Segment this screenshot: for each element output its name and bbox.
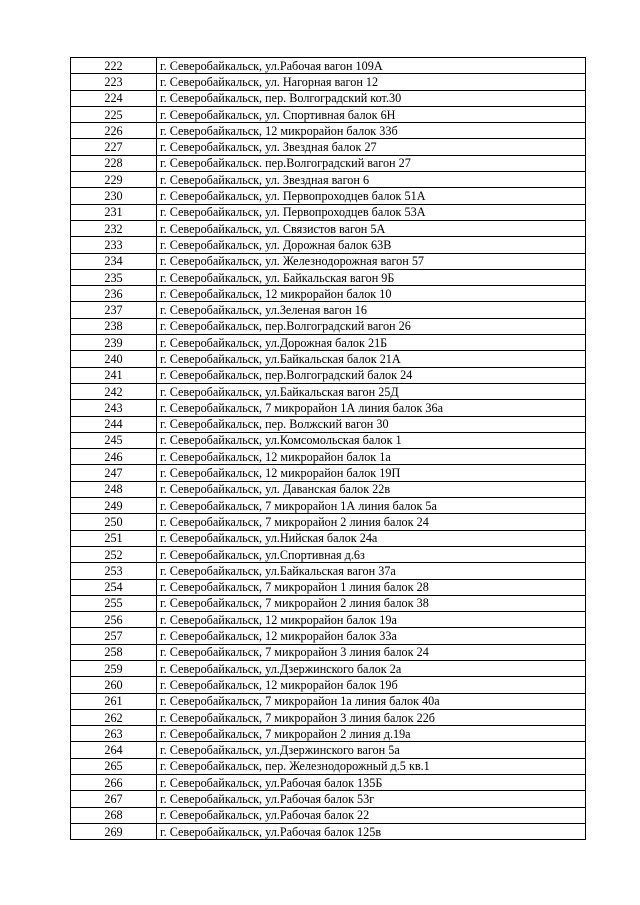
row-number: 255	[71, 595, 157, 611]
row-number: 239	[71, 335, 157, 351]
table-row	[71, 612, 586, 628]
row-number: 258	[71, 644, 157, 660]
row-number: 240	[71, 351, 157, 367]
row-address: г. Северобайкальск, 12 микрорайон балок 33б	[157, 123, 586, 139]
row-address: г. Северобайкальск, ул.Рабочая балок 125в	[157, 823, 586, 839]
table-row	[71, 416, 586, 432]
table-row	[71, 791, 586, 807]
row-number: 224	[71, 90, 157, 106]
table-row	[71, 139, 586, 155]
table-row	[71, 74, 586, 90]
row-address: г. Северобайкальск, ул.Байкальская вагон 25Д	[157, 383, 586, 399]
row-number: 254	[71, 579, 157, 595]
table-row	[71, 677, 586, 693]
row-number: 248	[71, 481, 157, 497]
row-address: г. Северобайкальск, пер.Волгоградский вагон 26	[157, 318, 586, 334]
table-row	[71, 807, 586, 823]
row-number: 259	[71, 660, 157, 676]
row-number: 223	[71, 74, 157, 90]
row-number: 256	[71, 612, 157, 628]
row-address: г. Северобайкальск, 12 микрорайон балок 33а	[157, 628, 586, 644]
row-number: 229	[71, 172, 157, 188]
table-row	[71, 546, 586, 562]
row-number: 226	[71, 123, 157, 139]
row-address: г. Северобайкальск, 7 микрорайон 3 линия балок 24	[157, 644, 586, 660]
row-number: 251	[71, 530, 157, 546]
row-address: г. Северобайкальск, 7 микрорайон 3 линия балок 22б	[157, 709, 586, 725]
row-address: г. Северобайкальск, 12 микрорайон балок 19а	[157, 612, 586, 628]
row-number: 247	[71, 465, 157, 481]
table-row	[71, 709, 586, 725]
row-address: г. Северобайкальск. пер.Волгоградский вагон 27	[157, 155, 586, 171]
row-number: 242	[71, 383, 157, 399]
row-number: 265	[71, 758, 157, 774]
table-row	[71, 823, 586, 839]
row-address: г. Северобайкальск, ул.Зеленая вагон 16	[157, 302, 586, 318]
table-row	[71, 318, 586, 334]
row-number: 241	[71, 367, 157, 383]
row-number: 262	[71, 709, 157, 725]
row-number: 249	[71, 498, 157, 514]
row-address: г. Северобайкальск, 7 микрорайон 2 линия балок 24	[157, 514, 586, 530]
table-row	[71, 90, 586, 106]
row-number: 268	[71, 807, 157, 823]
table-row	[71, 514, 586, 530]
address-table	[70, 57, 586, 840]
row-address: г. Северобайкальск, ул. Звездная балок 27	[157, 139, 586, 155]
table-row	[71, 775, 586, 791]
row-number: 252	[71, 546, 157, 562]
table-row	[71, 579, 586, 595]
row-number: 246	[71, 449, 157, 465]
row-number: 235	[71, 269, 157, 285]
row-address: г. Северобайкальск, 12 микрорайон балок 1а	[157, 449, 586, 465]
table-row	[71, 286, 586, 302]
row-address: г. Северобайкальск, ул.Байкальская балок 21А	[157, 351, 586, 367]
row-number: 267	[71, 791, 157, 807]
row-number: 230	[71, 188, 157, 204]
row-number: 234	[71, 253, 157, 269]
row-address: г. Северобайкальск, пер. Железнодорожный д.5 кв.1	[157, 758, 586, 774]
table-row	[71, 367, 586, 383]
table-row	[71, 188, 586, 204]
row-number: 236	[71, 286, 157, 302]
row-number: 225	[71, 106, 157, 122]
table-row	[71, 269, 586, 285]
table-row	[71, 449, 586, 465]
table-row	[71, 481, 586, 497]
table-row	[71, 595, 586, 611]
row-address: г. Северобайкальск, ул. Звездная вагон 6	[157, 172, 586, 188]
table-row	[71, 123, 586, 139]
row-address: г. Северобайкальск, ул.Байкальская вагон 37а	[157, 563, 586, 579]
row-number: 250	[71, 514, 157, 530]
row-address: г. Северобайкальск, 12 микрорайон балок 10	[157, 286, 586, 302]
row-address: г. Северобайкальск, ул.Дорожная балок 21Б	[157, 335, 586, 351]
row-number: 253	[71, 563, 157, 579]
row-address: г. Северобайкальск, 7 микрорайон 1 линия балок 28	[157, 579, 586, 595]
table-row	[71, 400, 586, 416]
row-number: 222	[71, 58, 157, 74]
row-number: 269	[71, 823, 157, 839]
row-address: г. Северобайкальск, ул.Дзержинского вагон 5а	[157, 742, 586, 758]
table-row	[71, 302, 586, 318]
table-row	[71, 351, 586, 367]
row-address: г. Северобайкальск, ул. Спортивная балок 6Н	[157, 106, 586, 122]
row-address: г. Северобайкальск, ул. Даванская балок 22в	[157, 481, 586, 497]
row-address: г. Северобайкальск, ул. Нагорная вагон 12	[157, 74, 586, 90]
row-number: 227	[71, 139, 157, 155]
table-row	[71, 58, 586, 74]
row-address: г. Северобайкальск, 7 микрорайон 2 линия д.19а	[157, 726, 586, 742]
row-number: 243	[71, 400, 157, 416]
row-address: г. Северобайкальск, ул.Рабочая балок 135Б	[157, 775, 586, 791]
table-row	[71, 172, 586, 188]
row-number: 266	[71, 775, 157, 791]
address-table-body	[71, 58, 586, 840]
table-row	[71, 758, 586, 774]
row-number: 238	[71, 318, 157, 334]
row-address: г. Северобайкальск, ул.Спортивная д.6з	[157, 546, 586, 562]
table-row	[71, 220, 586, 236]
table-row	[71, 335, 586, 351]
table-row	[71, 644, 586, 660]
row-number: 244	[71, 416, 157, 432]
row-number: 260	[71, 677, 157, 693]
row-address: г. Северобайкальск, ул.Нийская балок 24а	[157, 530, 586, 546]
table-row	[71, 563, 586, 579]
row-number: 264	[71, 742, 157, 758]
row-address: г. Северобайкальск, ул.Рабочая балок 22	[157, 807, 586, 823]
row-address: г. Северобайкальск, 7 микрорайон 1а линия балок 40а	[157, 693, 586, 709]
row-address: г. Северобайкальск, 12 микрорайон балок 19б	[157, 677, 586, 693]
table-row	[71, 628, 586, 644]
table-row	[71, 498, 586, 514]
row-address: г. Северобайкальск, пер. Волгоградский кот.30	[157, 90, 586, 106]
row-address: г. Северобайкальск, ул.Комсомольская балок 1	[157, 432, 586, 448]
table-row	[71, 693, 586, 709]
table-row	[71, 660, 586, 676]
table-row	[71, 204, 586, 220]
row-number: 231	[71, 204, 157, 220]
row-number: 233	[71, 237, 157, 253]
row-address: г. Северобайкальск, ул. Байкальская вагон 9Б	[157, 269, 586, 285]
table-row	[71, 530, 586, 546]
table-row	[71, 155, 586, 171]
row-address: г. Северобайкальск, 7 микрорайон 1А линия балок 36а	[157, 400, 586, 416]
row-number: 263	[71, 726, 157, 742]
document-page	[70, 57, 586, 840]
row-address: г. Северобайкальск, 7 микрорайон 1А линия балок 5а	[157, 498, 586, 514]
table-row	[71, 106, 586, 122]
row-address: г. Северобайкальск, ул. Железнодорожная вагон 57	[157, 253, 586, 269]
row-number: 245	[71, 432, 157, 448]
row-number: 257	[71, 628, 157, 644]
row-address: г. Северобайкальск, 7 микрорайон 2 линия балок 38	[157, 595, 586, 611]
row-address: г. Северобайкальск, пер.Волгоградский балок 24	[157, 367, 586, 383]
row-address: г. Северобайкальск, ул. Первопроходцев балок 53А	[157, 204, 586, 220]
table-row	[71, 253, 586, 269]
row-address: г. Северобайкальск, пер. Волжский вагон 30	[157, 416, 586, 432]
table-row	[71, 742, 586, 758]
row-address: г. Северобайкальск, ул. Первопроходцев балок 51А	[157, 188, 586, 204]
row-number: 237	[71, 302, 157, 318]
row-address: г. Северобайкальск, ул.Рабочая вагон 109А	[157, 58, 586, 74]
table-row	[71, 237, 586, 253]
row-address: г. Северобайкальск, ул. Связистов вагон 5А	[157, 220, 586, 236]
row-number: 232	[71, 220, 157, 236]
row-address: г. Северобайкальск, ул.Рабочая балок 53г	[157, 791, 586, 807]
row-number: 228	[71, 155, 157, 171]
row-address: г. Северобайкальск, ул.Дзержинского балок 2а	[157, 660, 586, 676]
table-row	[71, 726, 586, 742]
table-row	[71, 465, 586, 481]
row-number: 261	[71, 693, 157, 709]
row-address: г. Северобайкальск, ул. Дорожная балок 63В	[157, 237, 586, 253]
table-row	[71, 432, 586, 448]
row-address: г. Северобайкальск, 12 микрорайон балок 19П	[157, 465, 586, 481]
table-row	[71, 383, 586, 399]
